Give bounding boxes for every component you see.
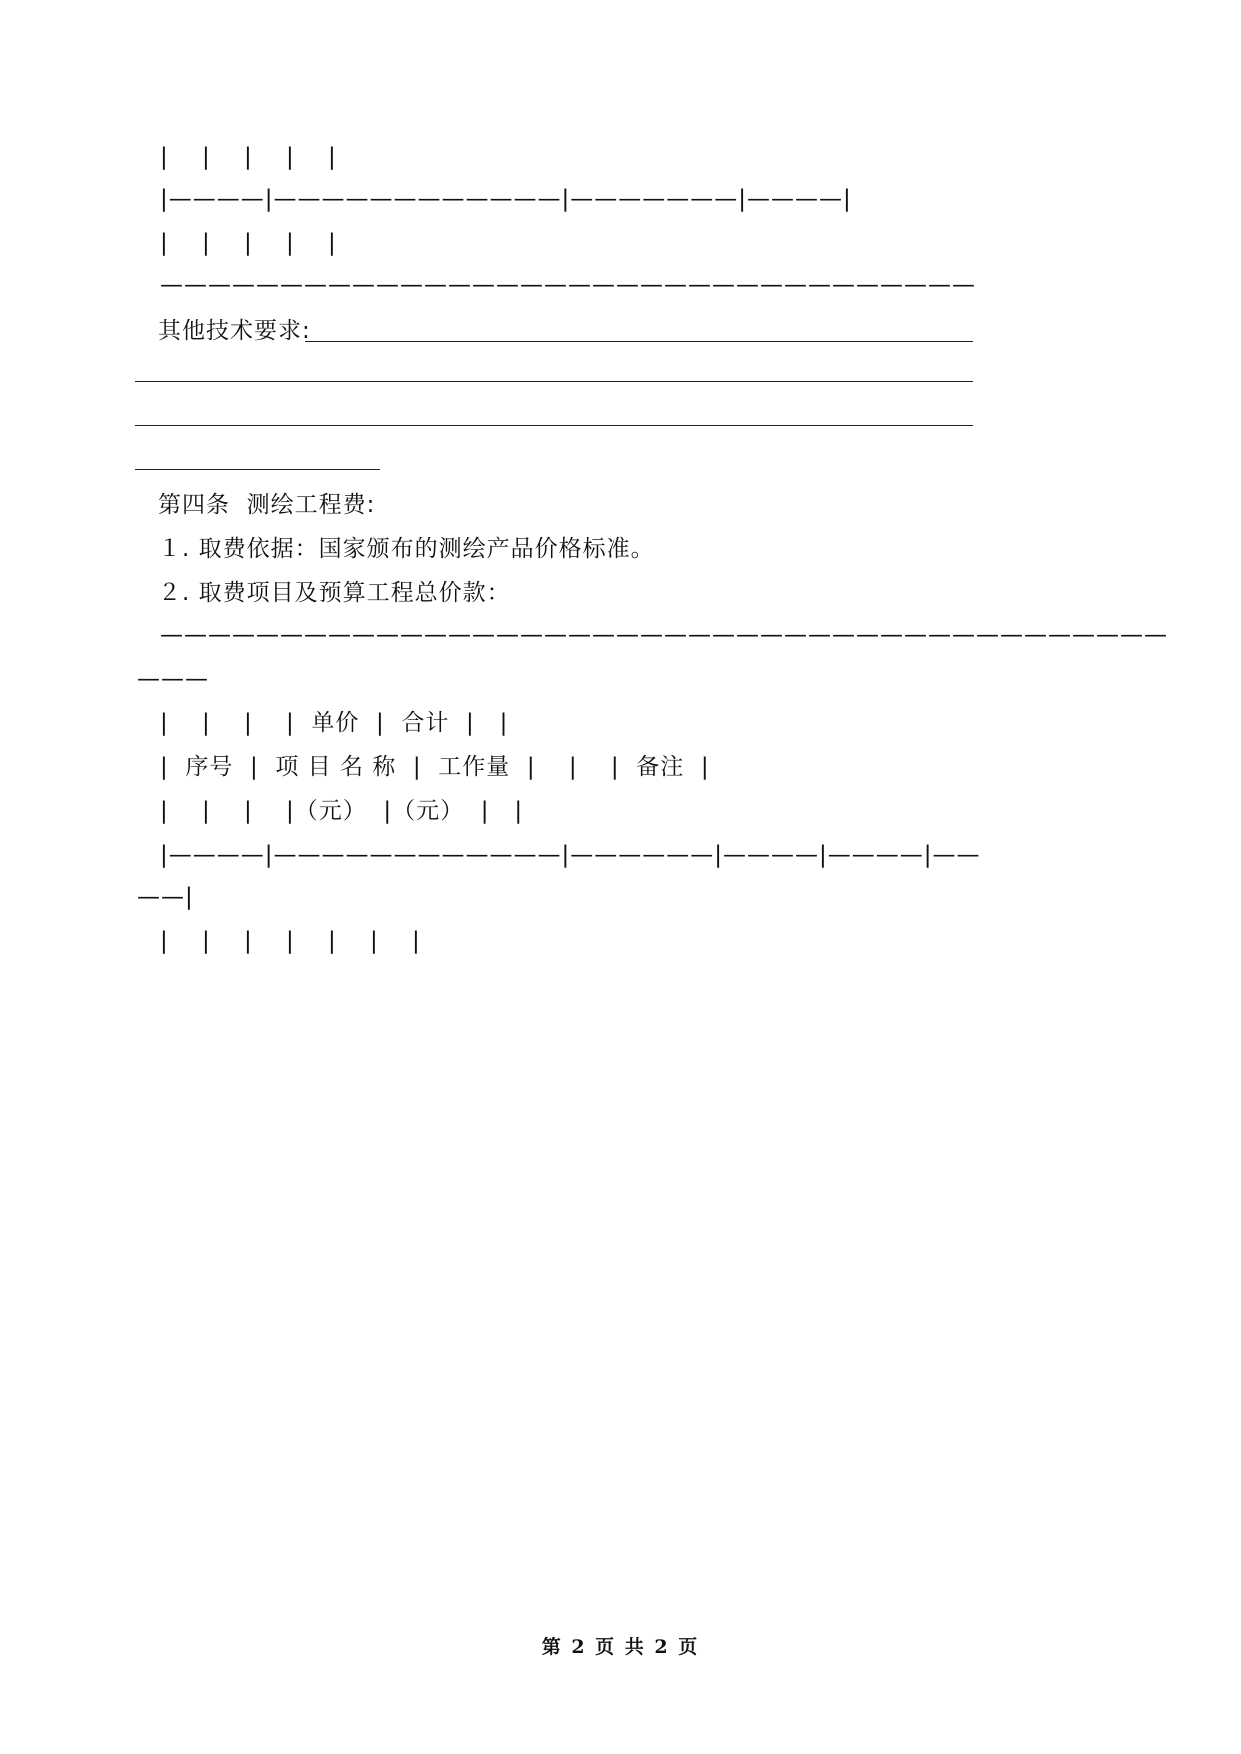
table2-top-rule: —————————————————————————————————————————— xyxy=(160,622,1168,648)
table2-row-divider: |————|————————————|——————|————|————|—— xyxy=(160,842,981,868)
fill-in-line xyxy=(135,469,380,470)
fill-in-line xyxy=(135,381,973,382)
table1-empty-row: | | | | | xyxy=(160,230,337,256)
article4-item2: ２. 取费项目及预算工程总价款： xyxy=(158,580,511,606)
table2-header-row: | | | | 单价 | 合计 | | xyxy=(160,710,509,736)
table2-top-rule-continued: ——— xyxy=(137,666,209,692)
article4-title: 第四条 测绘工程费: xyxy=(158,492,376,518)
table2-header-row: | 序号 | 项 目 名 称 | 工作量 | | | 备注 | xyxy=(160,754,710,780)
article4-item1: １. 取费依据：国家颁布的测绘产品价格标准。 xyxy=(158,536,655,562)
page-number: 第 2 页 共 2 页 xyxy=(541,1636,700,1658)
table1-empty-row: | | | | | xyxy=(160,144,337,170)
fill-in-line xyxy=(135,425,973,426)
fill-in-line xyxy=(305,341,973,342)
table1-row-divider: |————|————————————|———————|————| xyxy=(160,186,852,212)
table2-row-divider-continued: ——| xyxy=(137,884,194,910)
table1-bottom-rule: —————————————————————————————————— xyxy=(160,272,976,298)
other-requirements-label: 其他技术要求: xyxy=(158,318,311,344)
table2-empty-row: | | | | | | | xyxy=(160,928,421,954)
table2-header-row: | | | |（元） |（元） | | xyxy=(160,798,524,824)
